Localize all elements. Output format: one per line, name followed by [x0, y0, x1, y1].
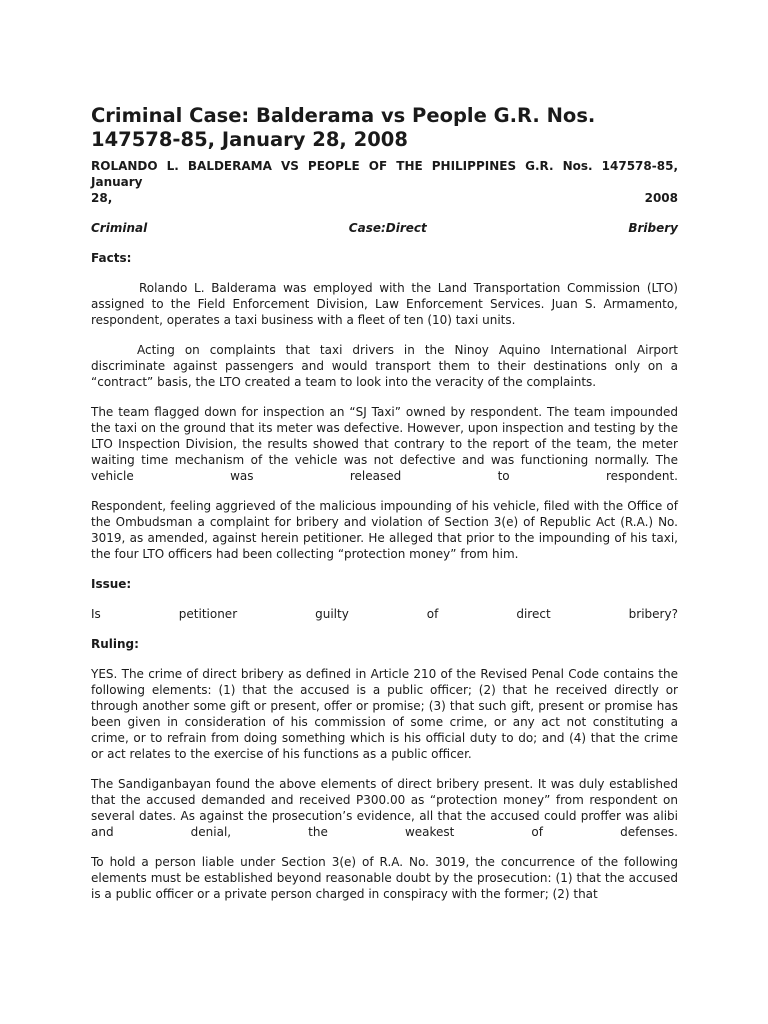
facts-paragraph: Rolando L. Balderama was employed with the Land Transportation Commission (LTO) assigned to the Field Enforcement Division, Law Enforcement Services. Juan S. Armamento, respondent, operates a taxi business with a fleet of ten (10) taxi units. [91, 281, 678, 327]
case-caption-line2 [91, 190, 678, 206]
case-caption-day: 28, [91, 191, 113, 205]
issue-word: direct [516, 607, 551, 621]
issue-word: Is [91, 607, 101, 621]
case-type-word: Criminal [91, 221, 148, 235]
issue-heading: Issue: [91, 577, 132, 591]
case-caption-year: 2008 [644, 191, 678, 205]
issue-word: bribery? [628, 607, 678, 621]
facts-paragraph: Acting on complaints that taxi drivers in the Ninoy Aquino International Airport discriminate against passengers and would transport them to their destinations only on a “contract” basis, the LTO created a team to look into the veracity of the complaints. [91, 343, 678, 389]
issue-question [91, 606, 678, 622]
ruling-heading: Ruling: [91, 637, 139, 651]
issue-word: of [426, 607, 439, 621]
case-type-word: Case:Direct [348, 221, 427, 235]
document-content [91, 104, 678, 916]
case-type-line [91, 220, 678, 236]
case-type-word: Bribery [628, 221, 678, 235]
ruling-paragraph: The Sandiganbayan found the above elements of direct bribery present. It was duly established that the accused demanded and received P300.00 as “protection money” from respondent on several dates. As against the prosecution’s evidence, all that the accused could proffer was alibi and denial, the weakest of defenses. [91, 777, 678, 839]
ruling-paragraph: YES. The crime of direct bribery as defined in Article 210 of the Revised Penal Code contains the following elements: (1) that the accused is a public officer; (2) that he received directly or through another some gift or present, offer or promise; (3) that such gift, present or promise has been given in consideration of his commission of some crime, or any act not constituting a crime, or to refrain from doing something which is his official duty to do; and (4) that the crime or act relates to the exercise of his functions as a public officer. [91, 667, 678, 761]
ruling-paragraph: To hold a person liable under Section 3(e) of R.A. No. 3019, the concurrence of the following elements must be established beyond reasonable doubt by the prosecution: (1) that the accused is a public officer or a private person charged in conspiracy with the former; (2) that [91, 855, 678, 901]
facts-paragraph: The team flagged down for inspection an “SJ Taxi” owned by respondent. The team impounded the taxi on the ground that its meter was defective. However, upon inspection and testing by the LTO Inspection Division, the results showed that contrary to the report of the team, the meter waiting time mechanism of the vehicle was not defective and was functioning normally. The vehicle was released to respondent. [91, 405, 678, 483]
facts-paragraph: Respondent, feeling aggrieved of the malicious impounding of his vehicle, filed with the Office of the Ombudsman a complaint for bribery and violation of Section 3(e) of Republic Act (R.A.) No. 3019, as amended, against herein petitioner. He alleged that prior to the impounding of his taxi, the four LTO officers had been collecting “protection money” from him. [91, 499, 678, 561]
issue-word: petitioner [178, 607, 238, 621]
case-caption-line1: ROLANDO L. BALDERAMA VS PEOPLE OF THE PHILIPPINES G.R. Nos. 147578-85, January [91, 159, 678, 189]
case-caption [91, 158, 678, 206]
facts-heading: Facts: [91, 251, 132, 265]
issue-word: guilty [315, 607, 349, 621]
document-title: Criminal Case: Balderama vs People G.R. Nos. 147578-85, January 28, 2008 [91, 104, 596, 151]
